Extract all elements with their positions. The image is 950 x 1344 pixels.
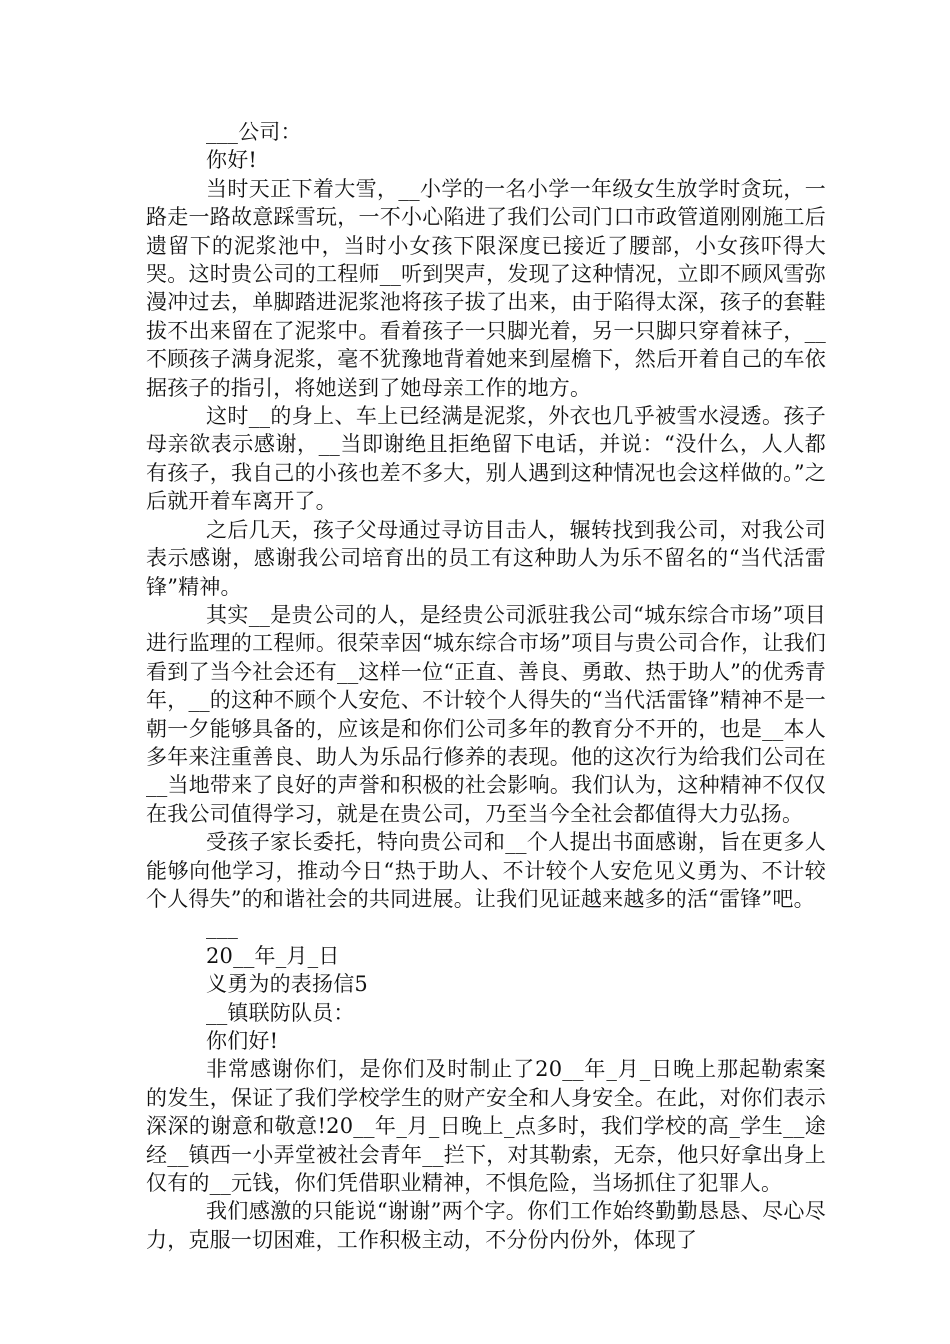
- salutation-team: __镇联防队员：: [206, 1000, 355, 1025]
- paragraph: 之后几天，孩子父母通过寻访目击人，辗转找到我公司，对我公司表示感谢，感谢我公司培育出的员工有这种助人为乐不留名的“当代活雷锋”精神。: [146, 517, 826, 599]
- date-line: 20__年_月_日: [206, 943, 340, 968]
- paragraph: 这时__的身上、车上已经满是泥浆，外衣也几乎被雪水浸透。孩子母亲欲表示感谢，__当即谢绝且拒绝留下电话，并说：“没什么，人人都有孩子，我自己的小孩也差不多大，别人遇到这种情况也会这样做的。”之后就开着车离开了。: [146, 404, 826, 514]
- greeting: 你们好!: [206, 1029, 279, 1053]
- paragraph: 受孩子家长委托，特向贵公司和__个人提出书面感谢，旨在更多人能够向他学习，推动今日“热于助人、不计较个人安危见义勇为、不计较个人得失”的和谐社会的共同进展。让我们见证越来越多的活“雷锋”吧。: [146, 830, 826, 911]
- section-title: 义勇为的表扬信5: [206, 972, 368, 997]
- paragraph: 非常感谢你们，是你们及时制止了20__年_月_日晚上那起勒索案的发生，保证了我们学校学生的财产安全和人身安全。在此，对你们表示深深的谢意和敬意!20__年_月_日晚上_点多时，我们学校的高_学生__途经__镇西一小弄堂被社会青年__拦下，对其勒索，无奈，他只好拿出身上仅有的__元钱，你们凭借职业精神，不惧危险，当场抓住了犯罪人。: [146, 1057, 826, 1196]
- paragraph: 当时天正下着大雪，__小学的一名小学一年级女生放学时贪玩，一路走一路故意踩雪玩，一不小心陷进了我们公司门口市政管道刚刚施工后遗留下的泥浆池中，当时小女孩下限深度已接近了腰部，小女孩吓得大哭。这时贵公司的工程师__听到哭声，发现了这种情况，立即不顾风雪弥漫冲过去，单脚踏进泥浆池将孩子拔了出来，由于陷得太深，孩子的套鞋拔不出来留在了泥浆中。看着孩子一只脚光着，另一只脚只穿着袜子，__不顾孩子满身泥浆，毫不犹豫地背着她来到屋檐下，然后开着自己的车依据孩子的指引，将她送到了她母亲工作的地方。: [146, 176, 826, 400]
- paragraph: 其实__是贵公司的人，是经贵公司派驻我公司“城东综合市场”项目进行监理的工程师。很荣幸因“城东综合市场”项目与贵公司合作，让我们看到了当今社会还有__这样一位“正直、善良、勇敢、热于助人”的优秀青年，__的这种不顾个人安危、不计较个人得失的“当代活雷锋”精神不是一朝一夕能够具备的，应该是和你们公司多年的教育分不开的，也是__本人多年来注重善良、助人为乐品行修养的表现。他的这次行为给我们公司在__当地带来了良好的声誉和积极的社会影响。我们认为，这种精神不仅仅在我公司值得学习，就是在贵公司，乃至当今全社会都值得大力弘扬。: [146, 602, 826, 826]
- signature-blank: ___: [206, 915, 239, 940]
- paragraph: 我们感激的只能说“谢谢”两个字。你们工作始终勤勤恳恳、尽心尽力，克服一切困难，工作积极主动，不分份内份外，体现了: [146, 1199, 826, 1252]
- greeting: 你好!: [206, 148, 258, 173]
- letter-body: [146, 118, 826, 1254]
- salutation-company: ___公司：: [206, 120, 302, 144]
